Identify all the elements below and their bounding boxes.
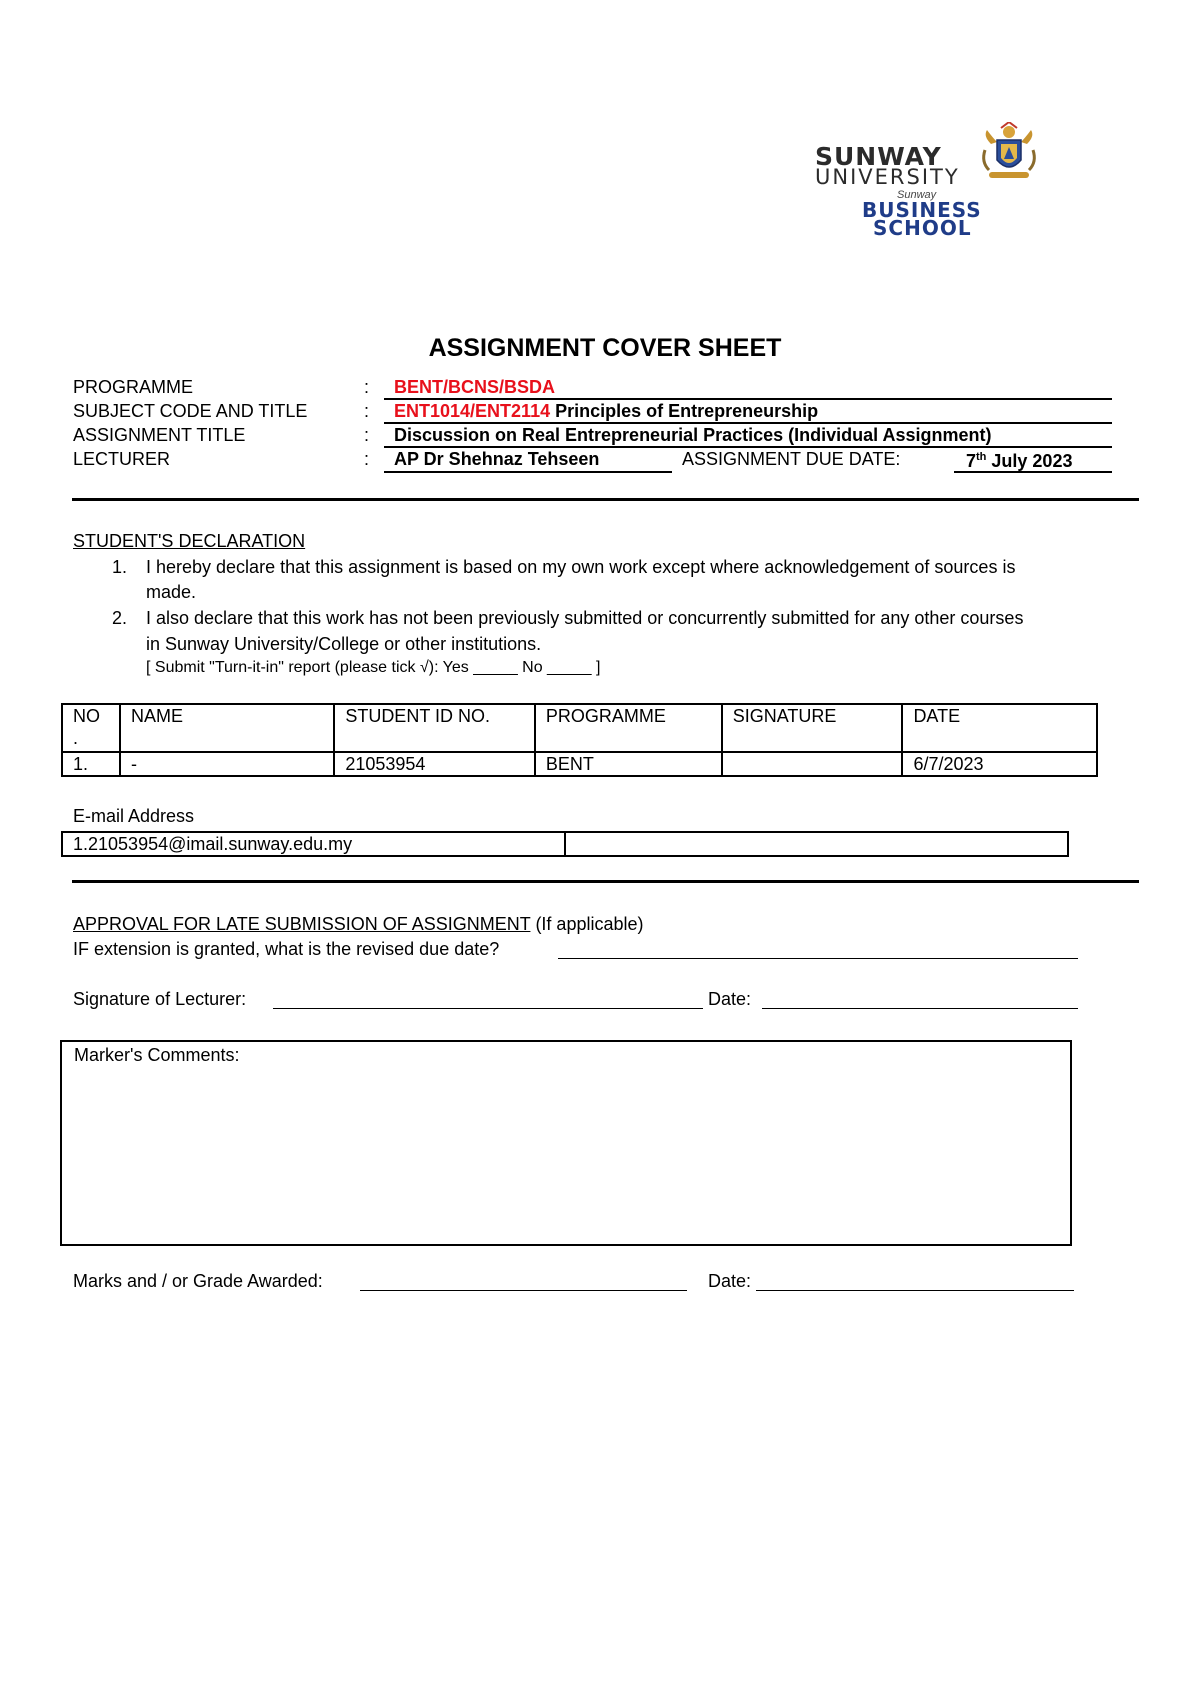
coat-of-arms-icon — [979, 122, 1039, 184]
assignment-title-label: ASSIGNMENT TITLE — [73, 425, 246, 445]
programme-value: BENT/BCNS/BSDA — [394, 377, 556, 397]
logo-line-university: UNIVERSITY — [815, 165, 960, 189]
table-header-no: NO . — [62, 704, 120, 752]
university-logo — [815, 122, 1045, 242]
page-title: ASSIGNMENT COVER SHEET — [428, 334, 782, 362]
subject-label: SUBJECT CODE AND TITLE — [73, 401, 308, 421]
logo-line-sunway-small: Sunway — [897, 189, 937, 201]
table-header-date: DATE — [902, 704, 1097, 752]
declaration-item-1-line-2: made. — [146, 582, 197, 602]
table-cell-signature — [722, 752, 903, 776]
declaration-item-1-line-1: I hereby declare that this assignment is based on my own work except where acknowledgement of sources is — [146, 557, 1016, 577]
approval-heading-note: (If applicable) — [530, 914, 644, 934]
logo-line-school: SCHOOL — [873, 216, 972, 240]
due-day-suffix: th — [976, 451, 987, 463]
declaration-item-2-line-1: I also declare that this work has not been previously submitted or concurrently submitted for any other courses — [146, 608, 1024, 628]
turnitin-note: [ Submit "Turn-it-in" report (please tick √): Yes _____ No _____ ] — [146, 659, 601, 676]
assignment-title-value: Discussion on Real Entrepreneurial Practices (Individual Assignment) — [394, 425, 992, 445]
approval-heading-text: APPROVAL FOR LATE SUBMISSION OF ASSIGNMENT — [73, 914, 531, 934]
table-header-programme: PROGRAMME — [535, 704, 722, 752]
table-header-name: NAME — [120, 704, 334, 752]
grade-label: Marks and / or Grade Awarded: — [73, 1271, 323, 1291]
logo-line-sunway: SUNWAY — [815, 142, 942, 171]
section-divider-bottom — [72, 880, 1139, 883]
student-table — [61, 703, 1098, 777]
table-cell-name: - — [120, 752, 334, 776]
table-row — [62, 752, 1097, 776]
section-divider-top — [72, 498, 1139, 501]
subject-title: Principles of Entrepreneurship — [550, 401, 819, 421]
declaration-item-2-line-2: in Sunway University/College or other institutions. — [146, 634, 542, 654]
due-day: 7 — [966, 451, 977, 471]
due-date-underline — [954, 471, 1112, 473]
table-header-row — [62, 704, 1097, 752]
table-header-signature: SIGNATURE — [722, 704, 903, 752]
grade-date-line — [756, 1290, 1074, 1291]
subject-value — [394, 400, 818, 422]
table-header-student-id: STUDENT ID NO. — [334, 704, 535, 752]
email-row — [62, 832, 1068, 856]
table-cell-student-id: 21053954 — [334, 752, 535, 776]
lecturer-value: AP Dr Shehnaz Tehseen — [394, 449, 600, 469]
lecturer-underline — [384, 471, 672, 473]
subject-code: ENT1014/ENT2114 — [394, 401, 551, 421]
due-date-value — [966, 446, 1072, 472]
marker-comments-label: Marker's Comments: — [74, 1045, 240, 1065]
lecturer-colon: : — [364, 449, 370, 469]
declaration-item-2-number: 2. — [112, 608, 128, 628]
email-table — [61, 831, 1069, 857]
lecturer-signature-line — [273, 1008, 703, 1009]
subject-colon: : — [364, 401, 370, 421]
programme-colon: : — [364, 377, 370, 397]
email-value: 1.21053954@imail.sunway.edu.my — [62, 832, 565, 856]
revised-date-question: IF extension is granted, what is the revised due date? — [73, 939, 500, 959]
marker-comments-box — [60, 1040, 1072, 1246]
declaration-item-1-number: 1. — [112, 557, 128, 577]
table-cell-date: 6/7/2023 — [902, 752, 1097, 776]
logo-line-business: BUSINESS — [862, 198, 982, 222]
grade-date-label: Date: — [708, 1271, 752, 1291]
approval-date-line — [762, 1008, 1078, 1009]
declaration-heading: STUDENT'S DECLARATION — [73, 531, 306, 551]
grade-line — [360, 1290, 687, 1291]
approval-date-label: Date: — [708, 989, 752, 1009]
due-month-year: July 2023 — [986, 451, 1073, 471]
table-cell-no: 1. — [62, 752, 120, 776]
assignment-title-colon: : — [364, 425, 370, 445]
lecturer-signature-label: Signature of Lecturer: — [73, 989, 247, 1009]
table-cell-programme: BENT — [535, 752, 722, 776]
email-value-2 — [565, 832, 1068, 856]
approval-heading — [73, 913, 644, 935]
lecturer-label: LECTURER — [73, 449, 171, 469]
revised-date-line — [558, 958, 1078, 959]
programme-label: PROGRAMME — [73, 377, 194, 397]
due-date-label: ASSIGNMENT DUE DATE: — [682, 449, 901, 469]
email-label: E-mail Address — [73, 806, 195, 826]
